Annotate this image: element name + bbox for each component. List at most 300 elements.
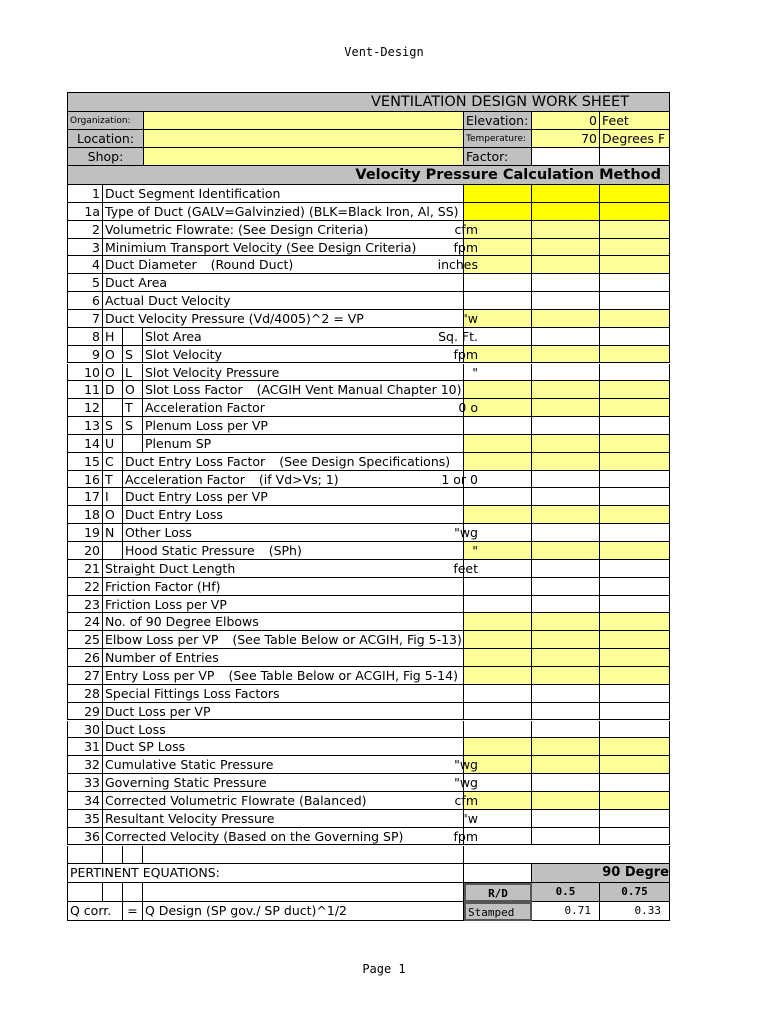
row-label — [123, 506, 464, 524]
row-label — [123, 542, 464, 560]
input-cell[interactable] — [532, 381, 600, 399]
row-side-letter — [103, 542, 123, 560]
row-label — [103, 667, 464, 685]
row-number: 26 — [67, 649, 103, 667]
input-cell[interactable] — [532, 524, 600, 542]
row-number: 14 — [67, 435, 103, 453]
input-cell[interactable] — [464, 631, 532, 649]
row-number: 33 — [67, 774, 103, 792]
row-number: 29 — [67, 703, 103, 721]
table-row — [67, 703, 670, 721]
row-number: 16 — [67, 471, 103, 489]
input-cell[interactable] — [532, 631, 600, 649]
row-label-text: No. of 90 Degree Elbows — [105, 614, 259, 630]
row-number: 10 — [67, 364, 103, 382]
table-row — [67, 274, 670, 292]
input-cell[interactable] — [600, 774, 670, 792]
input-cell[interactable] — [532, 453, 600, 471]
row-number: 17 — [67, 488, 103, 506]
location-row — [67, 130, 670, 148]
input-cell[interactable] — [532, 756, 600, 774]
row-number: 20 — [67, 542, 103, 560]
row-label — [103, 792, 464, 810]
input-cell[interactable] — [532, 328, 600, 346]
input-cell[interactable] — [464, 578, 532, 596]
input-cell[interactable] — [600, 613, 670, 631]
row-note: (if Vd>Vs; 1) — [258, 471, 339, 487]
row-label — [103, 810, 464, 828]
row-side-letter — [123, 328, 143, 346]
elevation-label: Elevation: — [464, 112, 532, 130]
input-cell[interactable] — [600, 578, 670, 596]
table-row — [67, 828, 670, 846]
row-label — [103, 310, 464, 328]
row-label — [103, 256, 464, 274]
row-label-text: Slot Velocity — [145, 346, 222, 362]
input-cell[interactable] — [464, 613, 532, 631]
input-cell[interactable] — [532, 488, 600, 506]
table-row — [67, 310, 670, 328]
blank-row — [67, 846, 670, 864]
input-cell[interactable] — [532, 417, 600, 435]
row-number: 4 — [67, 256, 103, 274]
table-row — [67, 756, 670, 774]
temperature-label: Temperature: — [464, 130, 532, 148]
input-cell[interactable] — [600, 364, 670, 382]
row-label-text: Acceleration Factor — [145, 400, 265, 416]
organization-row — [67, 112, 670, 130]
input-cell[interactable] — [600, 524, 670, 542]
input-cell[interactable] — [600, 239, 670, 257]
q-corr-row — [67, 902, 670, 921]
input-cell[interactable] — [464, 274, 532, 292]
method-title: Velocity Pressure Calculation Method — [67, 166, 670, 185]
row-label-text: Slot Loss Factor — [145, 382, 243, 398]
input-cell[interactable] — [464, 738, 532, 756]
input-cell[interactable] — [532, 185, 600, 203]
row-side-letter: O — [123, 381, 143, 399]
row-label-text: Duct Area — [105, 275, 168, 291]
stamped-label: Stamped — [464, 902, 532, 921]
row-label — [143, 399, 464, 417]
row-label — [103, 685, 464, 703]
input-cell[interactable] — [532, 703, 600, 721]
table-row — [67, 435, 670, 453]
row-number: 8 — [67, 328, 103, 346]
row-side-letter: N — [103, 524, 123, 542]
shop-field[interactable] — [144, 148, 464, 166]
rd-value: 0.5 — [532, 883, 600, 902]
table-row — [67, 399, 670, 417]
input-cell[interactable] — [600, 560, 670, 578]
row-number: 1a — [67, 203, 103, 221]
table-row — [67, 542, 670, 560]
table-row — [67, 613, 670, 631]
row-number: 5 — [67, 274, 103, 292]
row-label-text: Acceleration Factor — [125, 471, 245, 487]
table-row — [67, 221, 670, 239]
row-number: 18 — [67, 506, 103, 524]
input-cell[interactable] — [532, 221, 600, 239]
row-number: 7 — [67, 310, 103, 328]
row-label — [103, 774, 464, 792]
input-cell[interactable] — [532, 399, 600, 417]
input-cell[interactable] — [600, 310, 670, 328]
table-row — [67, 364, 670, 382]
row-unit: fpm — [453, 346, 478, 362]
rd-label: R/D — [464, 883, 532, 902]
input-cell[interactable] — [464, 685, 532, 703]
row-label-text: Cumulative Static Pressure — [105, 757, 274, 773]
table-row — [67, 471, 670, 489]
row-side-letter: S — [123, 346, 143, 364]
input-cell[interactable] — [600, 756, 670, 774]
row-unit: fpm — [453, 239, 478, 255]
input-cell[interactable] — [532, 256, 600, 274]
row-label-text: Type of Duct (GALV=Galvinzied) (BLK=Black Iron, Al, SS) — [105, 203, 459, 219]
input-cell[interactable] — [464, 488, 532, 506]
row-number: 25 — [67, 631, 103, 649]
row-label — [123, 524, 464, 542]
row-unit: cfm — [454, 792, 478, 808]
row-number: 9 — [67, 346, 103, 364]
input-cell[interactable] — [600, 292, 670, 310]
q-corr-formula: Q Design (SP gov./ SP duct)^1/2 — [143, 902, 464, 921]
location-field[interactable] — [144, 130, 464, 148]
page-footer: Page 1 — [362, 962, 406, 976]
row-label — [143, 364, 464, 382]
table-row — [67, 631, 670, 649]
input-cell[interactable] — [532, 274, 600, 292]
input-cell[interactable] — [532, 239, 600, 257]
row-label-text: Friction Factor (Hf) — [105, 578, 221, 594]
input-cell[interactable] — [532, 721, 600, 739]
row-number: 34 — [67, 792, 103, 810]
row-note: (ACGIH Vent Manual Chapter 10) — [256, 382, 462, 398]
input-cell[interactable] — [532, 364, 600, 382]
row-number: 31 — [67, 738, 103, 756]
table-row — [67, 328, 670, 346]
row-side-letter: S — [123, 417, 143, 435]
row-label — [103, 828, 464, 846]
row-side-letter: T — [123, 399, 143, 417]
input-cell[interactable] — [464, 435, 532, 453]
row-unit: " — [472, 543, 478, 558]
input-cell[interactable] — [600, 792, 670, 810]
row-label-text: Duct Entry Loss Factor — [125, 453, 266, 469]
row-label — [123, 471, 464, 489]
row-side-letter: I — [103, 488, 123, 506]
row-unit: cfm — [454, 221, 478, 237]
row-label-text: Duct Entry Loss — [125, 507, 223, 523]
row-label-text: Actual Duct Velocity — [105, 293, 231, 309]
input-cell[interactable] — [600, 828, 670, 846]
input-cell[interactable] — [532, 667, 600, 685]
input-cell[interactable] — [532, 738, 600, 756]
row-label-text: Elbow Loss per VP — [105, 632, 219, 648]
input-cell[interactable] — [600, 471, 670, 489]
input-cell[interactable] — [532, 613, 600, 631]
input-cell[interactable] — [600, 542, 670, 560]
row-label-text: Resultant Velocity Pressure — [105, 810, 275, 826]
input-cell[interactable] — [532, 560, 600, 578]
row-label-text: Slot Area — [145, 328, 202, 344]
row-number: 28 — [67, 685, 103, 703]
input-cell[interactable] — [600, 435, 670, 453]
row-label — [103, 649, 464, 667]
input-cell[interactable] — [532, 649, 600, 667]
input-cell[interactable] — [600, 453, 670, 471]
row-number: 27 — [67, 667, 103, 685]
input-cell[interactable] — [532, 435, 600, 453]
factor-unit — [600, 148, 670, 166]
row-side-letter: C — [103, 453, 123, 471]
stamped-value: 0.33 — [600, 902, 670, 921]
factor-label: Factor: — [464, 148, 532, 166]
input-cell[interactable] — [600, 738, 670, 756]
input-cell[interactable] — [600, 667, 670, 685]
input-cell[interactable] — [532, 292, 600, 310]
row-label — [103, 596, 464, 614]
input-cell[interactable] — [532, 810, 600, 828]
row-side-letter: H — [103, 328, 123, 346]
row-label-text: Entry Loss per VP — [105, 667, 215, 683]
row-label — [103, 221, 464, 239]
row-label — [143, 346, 464, 364]
row-number: 11 — [67, 381, 103, 399]
input-cell[interactable] — [464, 721, 532, 739]
input-cell[interactable] — [532, 471, 600, 489]
table-row — [67, 203, 670, 221]
row-label-text: Hood Static Pressure — [125, 543, 255, 558]
row-unit: inches — [437, 257, 478, 273]
row-unit: "w — [462, 810, 478, 826]
input-cell[interactable] — [464, 185, 532, 203]
input-cell[interactable] — [600, 328, 670, 346]
row-label-text: Corrected Velocity (Based on the Governing SP) — [105, 828, 404, 844]
input-cell[interactable] — [532, 203, 600, 221]
row-side-letter — [123, 435, 143, 453]
input-cell[interactable] — [600, 631, 670, 649]
input-cell[interactable] — [532, 346, 600, 364]
input-cell[interactable] — [600, 703, 670, 721]
row-number: 30 — [67, 721, 103, 739]
table-row — [67, 185, 670, 203]
row-note: (See Table Below or ACGIH, Fig 5-13) — [232, 632, 462, 648]
input-cell[interactable] — [600, 256, 670, 274]
row-unit: 0 o — [458, 400, 478, 416]
temperature-unit: Degrees F — [600, 130, 670, 148]
stamped-value: 0.71 — [532, 902, 600, 921]
input-cell[interactable] — [600, 649, 670, 667]
table-row — [67, 774, 670, 792]
input-cell[interactable] — [464, 417, 532, 435]
organization-label: Organization: — [67, 112, 144, 130]
input-cell[interactable] — [600, 185, 670, 203]
shop-row — [67, 148, 670, 166]
organization-field[interactable] — [144, 112, 464, 130]
input-cell[interactable] — [600, 274, 670, 292]
row-label-text: Volumetric Flowrate: (See Design Criteria) — [105, 221, 369, 237]
input-cell[interactable] — [464, 292, 532, 310]
input-cell[interactable] — [464, 703, 532, 721]
row-unit: "wg — [454, 757, 478, 773]
shop-label: Shop: — [67, 148, 144, 166]
table-row — [67, 721, 670, 739]
row-label — [103, 239, 464, 257]
row-side-letter: T — [103, 471, 123, 489]
input-cell[interactable] — [532, 578, 600, 596]
input-cell[interactable] — [464, 596, 532, 614]
row-number: 19 — [67, 524, 103, 542]
row-label-text: Plenum Loss per VP — [145, 418, 268, 434]
table-row — [67, 488, 670, 506]
method-title-row — [67, 166, 670, 185]
row-number: 22 — [67, 578, 103, 596]
input-cell[interactable] — [464, 506, 532, 524]
input-cell[interactable] — [464, 453, 532, 471]
row-label — [143, 381, 464, 399]
equations-header-row — [67, 864, 670, 883]
rd-row — [67, 883, 670, 902]
row-unit: "w — [462, 310, 478, 326]
table-row — [67, 649, 670, 667]
table-row — [67, 792, 670, 810]
row-label-text: Plenum SP — [145, 435, 212, 451]
input-cell[interactable] — [532, 828, 600, 846]
row-unit: Sq. Ft. — [438, 328, 478, 344]
row-note: (Round Duct) — [210, 257, 294, 273]
row-unit: "wg — [454, 775, 478, 791]
row-side-letter: O — [103, 364, 123, 382]
input-cell[interactable] — [532, 542, 600, 560]
row-label — [123, 453, 464, 471]
row-label — [103, 703, 464, 721]
row-label — [103, 185, 464, 203]
row-note: (SPh) — [268, 543, 302, 558]
row-label-text: Duct Loss — [105, 721, 166, 737]
table-row — [67, 667, 670, 685]
elevation-unit: Feet — [600, 112, 670, 130]
row-number: 13 — [67, 417, 103, 435]
table-row — [67, 292, 670, 310]
input-cell[interactable] — [600, 417, 670, 435]
input-cell[interactable] — [464, 381, 532, 399]
row-label — [103, 203, 464, 221]
q-corr-equals: = — [123, 902, 143, 921]
pertinent-equations-label: PERTINENT EQUATIONS: — [67, 864, 464, 883]
input-cell[interactable] — [600, 346, 670, 364]
input-cell[interactable] — [600, 399, 670, 417]
input-cell[interactable] — [532, 774, 600, 792]
table-row — [67, 685, 670, 703]
input-cell[interactable] — [600, 721, 670, 739]
table-row — [67, 417, 670, 435]
page-header: Vent-Design — [344, 45, 424, 59]
factor-value — [532, 148, 600, 166]
row-label — [103, 578, 464, 596]
input-cell[interactable] — [600, 810, 670, 828]
location-label: Location: — [67, 130, 144, 148]
table-row — [67, 524, 670, 542]
row-label-text: Slot Velocity Pressure — [145, 364, 280, 380]
row-number: 32 — [67, 756, 103, 774]
table-row — [67, 810, 670, 828]
row-side-letter: L — [123, 364, 143, 382]
row-unit: 1 or 0 — [441, 471, 478, 487]
row-label — [143, 435, 464, 453]
row-side-letter: O — [103, 506, 123, 524]
table-row — [67, 596, 670, 614]
row-label — [103, 274, 464, 292]
row-side-letter: O — [103, 346, 123, 364]
row-number: 1 — [67, 185, 103, 203]
q-corr-label: Q corr. — [67, 902, 123, 921]
row-label — [143, 417, 464, 435]
input-cell[interactable] — [464, 203, 532, 221]
row-number: 6 — [67, 292, 103, 310]
row-side-letter: U — [103, 435, 123, 453]
row-label-text: Duct Velocity Pressure (Vd/4005)^2 = VP — [105, 310, 364, 326]
row-label — [103, 292, 464, 310]
input-cell[interactable] — [464, 667, 532, 685]
input-cell[interactable] — [600, 488, 670, 506]
input-cell[interactable] — [600, 506, 670, 524]
table-row — [67, 381, 670, 399]
row-unit: " — [472, 364, 478, 380]
row-number: 24 — [67, 613, 103, 631]
input-cell[interactable] — [532, 506, 600, 524]
input-cell[interactable] — [532, 792, 600, 810]
row-label-text: Corrected Volumetric Flowrate (Balanced) — [105, 792, 367, 808]
row-number: 23 — [67, 596, 103, 614]
row-label — [123, 488, 464, 506]
input-cell[interactable] — [600, 596, 670, 614]
row-label-text: Governing Static Pressure — [105, 775, 267, 791]
input-cell[interactable] — [532, 310, 600, 328]
row-number: 36 — [67, 828, 103, 846]
table-row — [67, 578, 670, 596]
input-cell[interactable] — [600, 203, 670, 221]
row-number: 35 — [67, 810, 103, 828]
table-row — [67, 346, 670, 364]
row-side-letter: S — [103, 417, 123, 435]
row-label — [103, 756, 464, 774]
row-label-text: Duct Loss per VP — [105, 703, 211, 719]
row-label-text: Duct Entry Loss per VP — [125, 489, 268, 505]
worksheet — [67, 92, 670, 921]
elevation-value[interactable]: 0 — [532, 112, 600, 130]
row-number: 12 — [67, 399, 103, 417]
input-cell[interactable] — [600, 221, 670, 239]
table-row — [67, 256, 670, 274]
row-side-letter: D — [103, 381, 123, 399]
row-label-text: Duct SP Loss — [105, 739, 186, 755]
input-cell[interactable] — [600, 381, 670, 399]
row-unit: fpm — [453, 828, 478, 844]
input-cell[interactable] — [532, 685, 600, 703]
row-side-letter — [103, 399, 123, 417]
row-label-text: Number of Entries — [105, 650, 219, 666]
table-row — [67, 506, 670, 524]
row-label-text: Duct Diameter — [105, 257, 197, 273]
input-cell[interactable] — [532, 596, 600, 614]
input-cell[interactable] — [600, 685, 670, 703]
temperature-value[interactable]: 70 — [532, 130, 600, 148]
row-label — [103, 560, 464, 578]
input-cell[interactable] — [464, 649, 532, 667]
row-label-text: Straight Duct Length — [105, 560, 236, 576]
